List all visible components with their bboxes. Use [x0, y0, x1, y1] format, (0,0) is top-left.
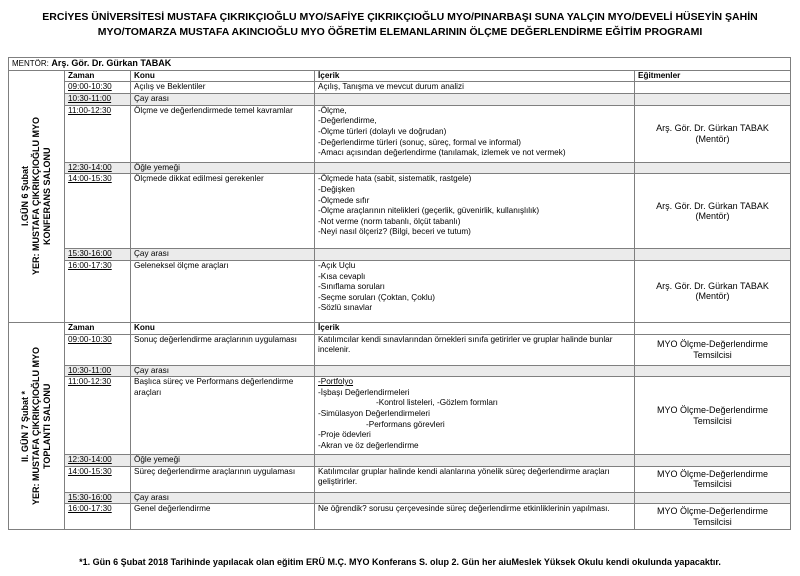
document-title-line2: MYO/TOMARZA MUSTAFA AKINCIOĞLU MYO ÖĞRETİM ELEMANLARININ ÖLÇME DEĞERLENDİRME EĞİTİM PROGRAMI	[97, 26, 703, 38]
day1-side-label: I.GÜN 6 Şubat YER: MUSTAFA ÇIKRIKÇIOĞLU MYO KONFERANS SALONU	[9, 70, 65, 322]
table-row: 16:00-17:30 Geleneksel ölçme araçları -Açık Uçlu -Kısa cevaplı -Sınıflama soruları -Seçme soruları (Çoktan, Çoklu) -Sözlü sınavlar Arş. Gör. Dr. Gürkan TABAK (Mentör)	[9, 260, 791, 322]
content-list: -Ölçme, -Değerlendirme, -Ölçme türleri (dolaylı ve doğrudan) -Değerlendirme türleri (sonuç, süreç, formal ve informal) -Amacı açısından değerlendirme (tanılamak, izlemek ve not vermek)	[315, 105, 635, 162]
trainer-cell: Arş. Gör. Dr. Gürkan TABAK (Mentör)	[635, 260, 791, 322]
col-header-konu: Konu	[131, 70, 315, 82]
content-list: -Ölçmede hata (sabit, sistematik, rastgele) -Değişken -Ölçmede sıfır -Ölçme araçlarının nitelikleri (geçerlik, güvenirlik, kullanışlılık) -Not verme (norm tabanlı, ölçüt tabanlı) -Neyi nasıl ölçeriz? (Bilgi, beceri ve tutum)	[315, 174, 635, 249]
col-header-icerik: İçerik	[315, 322, 635, 334]
trainer-cell: MYO Ölçme-Değerlendirme Temsilcisi	[635, 377, 791, 455]
mentor-row	[9, 58, 791, 71]
col-header-egitmenler: Eğitmenler	[635, 70, 791, 82]
table-row: 14:00-15:30 Süreç değerlendirme araçlarının uygulaması Katılımcılar gruplar halinde kendi alanlarına yönelik süreç değerlendirme araçları geliştirirler. MYO Ölçme-Değerlendirme Temsilcisi	[9, 466, 791, 492]
col-header-zaman: Zaman	[65, 70, 131, 82]
content-list: -Açık Uçlu -Kısa cevaplı -Sınıflama soruları -Seçme soruları (Çoktan, Çoklu) -Sözlü sınavlar	[315, 260, 635, 322]
mentor-label: MENTÖR:	[12, 59, 49, 68]
table-row: 09:00-10:30 Sonuç değerlendirme araçlarının uygulaması Katılımcılar kendi sınavlarından örnekleri sınıfa getirirler ve gruplar halinde bunlar incelenir. MYO Ölçme-Değerlendirme Temsilcisi	[9, 334, 791, 365]
col-header-konu: Konu	[131, 322, 315, 334]
trainer-cell: MYO Ölçme-Değerlendirme Temsilcisi	[635, 504, 791, 530]
table-row: 15:30-16:00 Çay arası	[9, 492, 791, 504]
table-row: 11:00-12:30 Başlıca süreç ve Performans değerlendirme araçları -Portfolyo -İşbaşı Değerlendirmeleri -Kontrol listeleri, -Gözlem formları -Simülasyon Değerlendirmeleri -Performans görevleri -Proje ödevleri -Akran ve öz değerlendirme MYO Ölçme-Değerlendirme Temsilcisi	[9, 377, 791, 455]
table-row: 15:30-16:00 Çay arası	[9, 249, 791, 261]
trainer-cell: MYO Ölçme-Değerlendirme Temsilcisi	[635, 466, 791, 492]
table-row: 12:30-14:00 Öğle yemeği	[9, 162, 791, 174]
table-row: 16:00-17:30 Genel değerlendirme Ne öğrendik? sorusu çerçevesinde süreç değerlendirme etkinliklerinin yapılması. MYO Ölçme-Değerlendirme Temsilcisi	[9, 504, 791, 530]
mentor-name: Arş. Gör. Dr. Gürkan TABAK	[51, 58, 172, 68]
col-header-icerik: İçerik	[315, 70, 635, 82]
trainer-cell: Arş. Gör. Dr. Gürkan TABAK (Mentör)	[635, 105, 791, 162]
day2-side-label: II. GÜN 7 Şubat * YER: MUSTAFA ÇIKRIKÇIOĞLU MYO TOPLANTI SALONU	[9, 322, 65, 529]
trainer-cell: MYO Ölçme-Değerlendirme Temsilcisi	[635, 334, 791, 365]
table-row: 14:00-15:30 Ölçmede dikkat edilmesi gerekenler -Ölçmede hata (sabit, sistematik, rastgele) -Değişken -Ölçmede sıfır -Ölçme araçlarının nitelikleri (geçerlik, güvenirlik, kullanışlılık) -Not verme (norm tabanlı, ölçüt tabanlı) -Neyi nasıl ölçeriz? (Bilgi, beceri ve tutum) Arş. Gör. Dr. Gürkan TABAK (Mentör)	[9, 174, 791, 249]
table-row: 10:30-11:00 Çay arası	[9, 365, 791, 377]
schedule-table	[8, 57, 791, 530]
trainer-cell: Arş. Gör. Dr. Gürkan TABAK (Mentör)	[635, 174, 791, 249]
table-row: 11:00-12:30 Ölçme ve değerlendirmede temel kavramlar -Ölçme, -Değerlendirme, -Ölçme türleri (dolaylı ve doğrudan) -Değerlendirme türleri (sonuç, süreç, formal ve informal) -Amacı açısından değerlendirme (tanılamak, izlemek ve not vermek) Arş. Gör. Dr. Gürkan TABAK (Mentör)	[9, 105, 791, 162]
col-header-zaman: Zaman	[65, 322, 131, 334]
footnote: *1. Gün 6 Şubat 2018 Tarihinde yapılacak olan eğitim ERÜ M.Ç. MYO Konferans S. olup 2. Gün her aiuMeslek Yüksek Okulu kendi okulunda yapacaktır.	[79, 557, 721, 567]
document-title-line1: ERCİYES ÜNİVERSİTESİ MUSTAFA ÇIKRIKÇIOĞLU MYO/SAFİYE ÇIKRIKÇIOĞLU MYO/PINARBAŞI SUNA YALÇIN MYO/DEVELİ HÜSEYİN ŞAHİN	[42, 11, 758, 23]
table-row: 12:30-14:00 Öğle yemeği	[9, 455, 791, 467]
content-list: -Portfolyo -İşbaşı Değerlendirmeleri -Kontrol listeleri, -Gözlem formları -Simülasyon Değerlendirmeleri -Performans görevleri -Proje ödevleri -Akran ve öz değerlendirme	[315, 377, 635, 455]
table-row: 10:30-11:00 Çay arası	[9, 94, 791, 106]
table-row: 09:00-10:30 Açılış ve Beklentiler Açılış, Tanışma ve mevcut durum analizi	[9, 82, 791, 94]
